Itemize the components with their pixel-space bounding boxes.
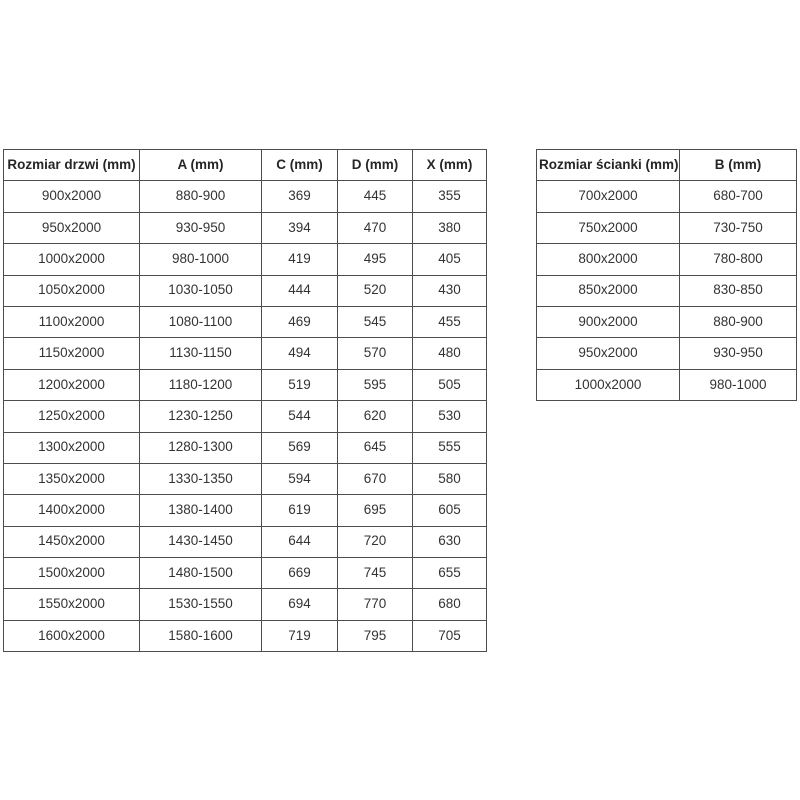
- table-cell: 545: [338, 306, 413, 337]
- table-cell: 700x2000: [537, 181, 680, 212]
- table-cell: 730-750: [680, 212, 797, 243]
- table-cell: 1030-1050: [140, 275, 262, 306]
- table-cell: 494: [262, 338, 338, 369]
- table-cell: 594: [262, 463, 338, 494]
- table-cell: 800x2000: [537, 244, 680, 275]
- table-cell: 830-850: [680, 275, 797, 306]
- table-row: [4, 244, 487, 275]
- table-cell: 469: [262, 306, 338, 337]
- table-cell: 1330-1350: [140, 463, 262, 494]
- table-cell: 930-950: [140, 212, 262, 243]
- table-cell: 619: [262, 495, 338, 526]
- table-cell: 645: [338, 432, 413, 463]
- table-cell: 430: [413, 275, 487, 306]
- table-cell: 1600x2000: [4, 620, 140, 651]
- table-row: [4, 432, 487, 463]
- table-cell: 605: [413, 495, 487, 526]
- wall-panel-sizes-table-header: [537, 150, 797, 181]
- table-cell: 1080-1100: [140, 306, 262, 337]
- door-sizes-table: [3, 149, 487, 652]
- table-cell: 1050x2000: [4, 275, 140, 306]
- wall-panel-sizes-table-body: [537, 181, 797, 401]
- table-row: [537, 275, 797, 306]
- column-header: A (mm): [140, 150, 262, 181]
- table-cell: 1250x2000: [4, 401, 140, 432]
- table-cell: 470: [338, 212, 413, 243]
- table-cell: 780-800: [680, 244, 797, 275]
- table-cell: 580: [413, 463, 487, 494]
- table-cell: 950x2000: [4, 212, 140, 243]
- table-cell: 620: [338, 401, 413, 432]
- table-cell: 530: [413, 401, 487, 432]
- table-cell: 369: [262, 181, 338, 212]
- table-row: [537, 244, 797, 275]
- table-row: [537, 306, 797, 337]
- table-cell: 1180-1200: [140, 369, 262, 400]
- table-cell: 850x2000: [537, 275, 680, 306]
- table-cell: 680-700: [680, 181, 797, 212]
- table-cell: 1130-1150: [140, 338, 262, 369]
- table-cell: 630: [413, 526, 487, 557]
- table-cell: 680: [413, 589, 487, 620]
- table-cell: 1500x2000: [4, 558, 140, 589]
- table-cell: 719: [262, 620, 338, 651]
- table-row: [4, 620, 487, 651]
- table-cell: 669: [262, 558, 338, 589]
- column-header: X (mm): [413, 150, 487, 181]
- table-cell: 1480-1500: [140, 558, 262, 589]
- table-cell: 1000x2000: [4, 244, 140, 275]
- table-cell: 770: [338, 589, 413, 620]
- table-cell: 1280-1300: [140, 432, 262, 463]
- table-cell: 1430-1450: [140, 526, 262, 557]
- table-row: [537, 369, 797, 400]
- table-cell: 880-900: [680, 306, 797, 337]
- table-row: [4, 369, 487, 400]
- table-cell: 555: [413, 432, 487, 463]
- table-row: [537, 212, 797, 243]
- table-cell: 1350x2000: [4, 463, 140, 494]
- table-cell: 1200x2000: [4, 369, 140, 400]
- table-row: [4, 181, 487, 212]
- table-cell: 900x2000: [4, 181, 140, 212]
- table-cell: 480: [413, 338, 487, 369]
- table-cell: 520: [338, 275, 413, 306]
- table-cell: 1380-1400: [140, 495, 262, 526]
- column-header: D (mm): [338, 150, 413, 181]
- table-cell: 595: [338, 369, 413, 400]
- table-row: [4, 212, 487, 243]
- table-cell: 880-900: [140, 181, 262, 212]
- table-row: [4, 338, 487, 369]
- table-cell: 445: [338, 181, 413, 212]
- table-row: [4, 558, 487, 589]
- table-cell: 980-1000: [140, 244, 262, 275]
- table-cell: 1530-1550: [140, 589, 262, 620]
- table-cell: 495: [338, 244, 413, 275]
- table-cell: 1550x2000: [4, 589, 140, 620]
- table-row: [4, 589, 487, 620]
- table-cell: 455: [413, 306, 487, 337]
- column-header: Rozmiar ścianki (mm): [537, 150, 680, 181]
- wall-panel-sizes-table: [536, 149, 797, 401]
- header-row: [4, 150, 487, 181]
- table-row: [4, 463, 487, 494]
- table-cell: 519: [262, 369, 338, 400]
- table-row: [4, 495, 487, 526]
- table-cell: 394: [262, 212, 338, 243]
- table-cell: 795: [338, 620, 413, 651]
- table-cell: 569: [262, 432, 338, 463]
- table-cell: 1400x2000: [4, 495, 140, 526]
- table-cell: 1000x2000: [537, 369, 680, 400]
- table-cell: 745: [338, 558, 413, 589]
- table-cell: 380: [413, 212, 487, 243]
- table-cell: 570: [338, 338, 413, 369]
- table-cell: 505: [413, 369, 487, 400]
- table-cell: 720: [338, 526, 413, 557]
- table-cell: 1150x2000: [4, 338, 140, 369]
- table-cell: 670: [338, 463, 413, 494]
- table-cell: 1100x2000: [4, 306, 140, 337]
- table-cell: 405: [413, 244, 487, 275]
- table-cell: 695: [338, 495, 413, 526]
- table-cell: 694: [262, 589, 338, 620]
- table-cell: 950x2000: [537, 338, 680, 369]
- door-sizes-table-header: [4, 150, 487, 181]
- table-cell: 1230-1250: [140, 401, 262, 432]
- table-cell: 1580-1600: [140, 620, 262, 651]
- table-cell: 1450x2000: [4, 526, 140, 557]
- table-cell: 930-950: [680, 338, 797, 369]
- table-cell: 705: [413, 620, 487, 651]
- header-row: [537, 150, 797, 181]
- table-cell: 900x2000: [537, 306, 680, 337]
- table-row: [537, 338, 797, 369]
- table-cell: 544: [262, 401, 338, 432]
- column-header: B (mm): [680, 150, 797, 181]
- table-cell: 750x2000: [537, 212, 680, 243]
- table-row: [4, 526, 487, 557]
- table-cell: 355: [413, 181, 487, 212]
- table-cell: 444: [262, 275, 338, 306]
- table-row: [537, 181, 797, 212]
- column-header: C (mm): [262, 150, 338, 181]
- table-cell: 1300x2000: [4, 432, 140, 463]
- table-row: [4, 275, 487, 306]
- table-cell: 655: [413, 558, 487, 589]
- door-sizes-table-body: [4, 181, 487, 652]
- table-row: [4, 401, 487, 432]
- table-cell: 419: [262, 244, 338, 275]
- table-cell: 644: [262, 526, 338, 557]
- column-header: Rozmiar drzwi (mm): [4, 150, 140, 181]
- table-row: [4, 306, 487, 337]
- table-cell: 980-1000: [680, 369, 797, 400]
